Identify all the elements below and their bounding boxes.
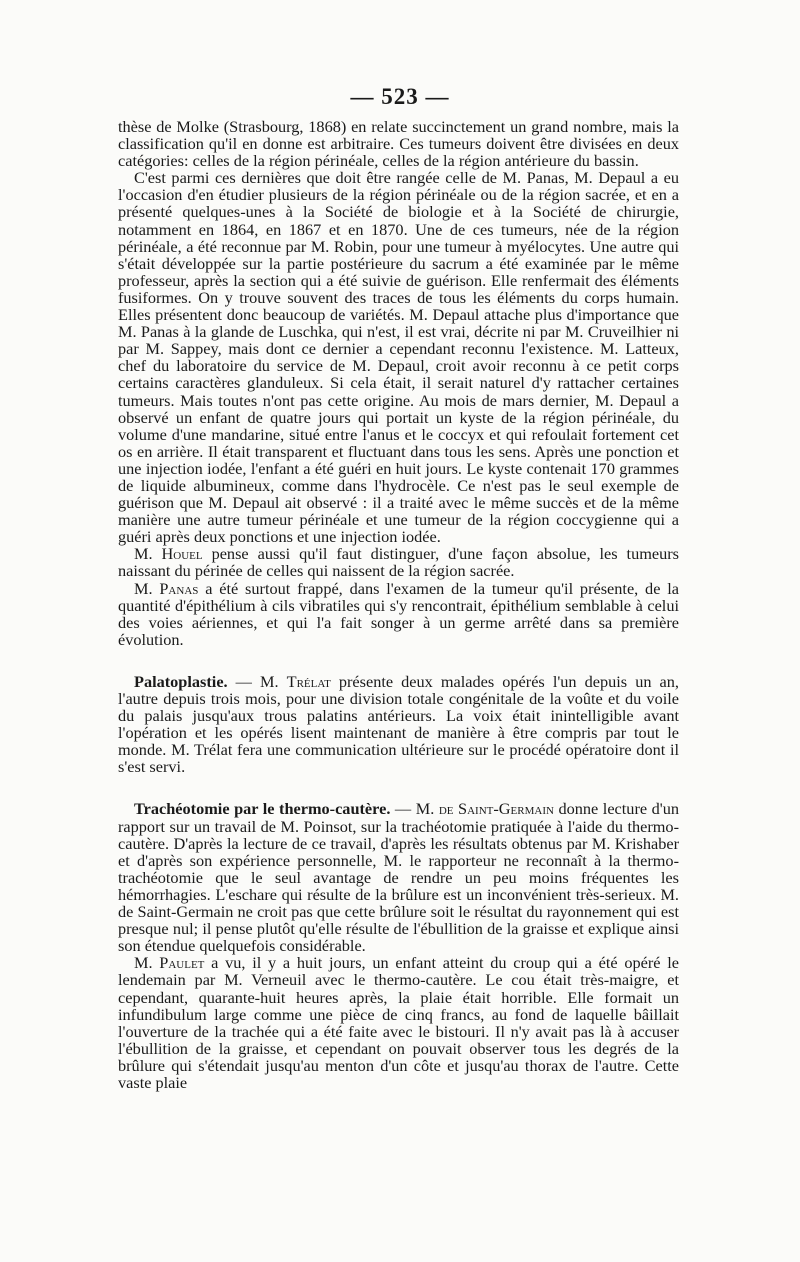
- paragraph-3-text: pense aussi qu'il faut distinguer, d'une façon absolue, les tumeurs naissant du périnée de celles qui naissent de la région sacrée.: [118, 544, 679, 581]
- section-1-lead: — M.: [227, 671, 287, 691]
- paragraph-3: [118, 545, 679, 579]
- section-2-followup-lead: M.: [134, 953, 160, 973]
- paragraph-1: thèse de Molke (Strasbourg, 1868) en relate succinctement un grand nombre, mais la classification qu'il en donne est arbitraire. Ces tumeurs doivent être divisées en deux catégories: celles de la région périnéale, celles de la région antérieure du bassin.: [118, 117, 679, 171]
- section-title-tracheotomie: Trachéotomie par le thermo-cautère.: [134, 799, 391, 819]
- section-2-paragraph: [118, 800, 679, 954]
- speaker-name-saint-germain: de Saint-Germain: [438, 799, 554, 819]
- speaker-name-houel: Houel: [161, 544, 203, 564]
- paragraph-4: [118, 580, 679, 648]
- page-number: — 523 —: [350, 84, 450, 109]
- paragraph-3-lead: M.: [134, 544, 162, 564]
- speaker-name-panas: Panas: [159, 578, 199, 598]
- speaker-name-paulet: Paulet: [159, 953, 205, 973]
- speaker-name-trelat: Trélat: [286, 671, 331, 691]
- section-palatoplastie: [118, 673, 679, 776]
- section-2-text: donne lecture d'un rapport sur un travail de M. Poinsot, sur la trachéotomie pratiquée à l'aide du thermo-cautère. D'après la lecture de ce travail, d'après les résultats obtenus par M. Krishaber et d'après son expérience personnelle, M. le rapporteur ne reconnaît à la thermo-trachéotomie que le seul avantage de rendre un peu moins fréquentes les hémorrhagies. L'eschare qui résulte de la brûlure est un inconvénient très-serieux. M. de Saint-Germain ne croit pas que cette brûlure soit le résultat du rayonnement qui est presque nul; il pense plutôt qu'elle résulte de l'ébullition de la graisse et explique ainsi son étendue quelquefois considérable.: [118, 799, 679, 956]
- section-1-paragraph: [118, 673, 679, 776]
- section-tracheotomie: [118, 800, 679, 1091]
- section-1-text: présente deux malades opérés l'un depuis un an, l'autre depuis trois mois, pour une division totale congénitale de la voûte et du voile du palais jusqu'aux trous palatins antérieurs. La voix était inintelligible avant l'opération et les opérés lisent maintenant de manière à être compris par tout le monde. M. Trélat fera une communication ultérieure sur le procédé opératoire dont il s'est servi.: [118, 671, 679, 777]
- section-2-lead: — M.: [390, 799, 439, 819]
- paragraph-4-text: a été surtout frappé, dans l'examen de la tumeur qu'il présente, de la quantité d'épithélium à cils vibratiles qui s'y rencontrait, épithélium semblable à celui des voies aériennes, et qui l'a fait songer à un germe arrêté dans sa première évolution.: [118, 578, 679, 649]
- section-2-followup: [118, 954, 679, 1091]
- paragraph-4-lead: M.: [134, 578, 160, 598]
- section-2-followup-text: a vu, il y a huit jours, un enfant atteint du croup qui a été opéré le lendemain par M. Verneuil avec le thermo-cautère. Le cou était très-maigre, et cependant, quarante-huit heures après, la plaie était horrible. Elle formait un infundibulum large comme une pièce de cinq francs, au fond de laquelle bâillait l'ouverture de la trachée qui a été faite avec le bistouri. Il n'y avait pas là à accuser l'ébullition de la graisse, et cependant on pouvait observer tous les degrés de la brûlure qui s'étendait jusqu'au menton d'un côte et jusqu'au thorax de l'autre. Cette vaste plaie: [118, 953, 679, 1092]
- paragraph-2: C'est parmi ces dernières que doit être rangée celle de M. Panas, M. Depaul a eu l'occasion d'en étudier plusieurs de la région périnéale ou de la région sacrée, et en a présenté quelques-unes à la Société de biologie et à la Société de chirurgie, notamment en 1864, en 1867 et en 1870. Une de ces tumeurs, née de la région périnéale, a été reconnue par M. Robin, pour une tumeur à myélocytes. Une autre qui s'était développée sur la partie postérieure du sacrum a été examinée par le même professeur, après la section qui a été suivie de guérison. Elle renfermait des éléments fusiformes. On y trouve souvent des traces de tous les éléments du corps humain. Elles présentent donc beaucoup de variétés. M. Depaul attache plus d'importance que M. Panas à la glande de Luschka, qui n'est, il est vrai, décrite ni par M. Cruveilhier ni par M. Sappey, mais dont ce dernier a cependant reconnu l'existence. M. Latteux, chef du laboratoire du service de M. Depaul, croit avoir reconnu à ce petit corps certains caractères glanduleux. Si cela était, il serait naturel d'y rattacher certaines tumeurs. Mais toutes n'ont pas cette origine. Au mois de mars dernier, M. Depaul a observé un enfant de quatre jours qui portait un kyste de la région périnéale, du volume d'une mandarine, situé entre l'anus et le coccyx et qui refoulait fortement cet os en arrière. Il était transparent et fluctuant dans tous les sens. Après une ponction et une injection iodée, l'enfant a été guéri en huit jours. Le kyste contenait 170 grammes de liquide albumineux, comme dans l'hydrocèle. Ce n'est pas le seul exemple de guérison que M. Depaul ait observé : il a traité avec le même succès et de la même manière une autre tumeur périnéale et une tumeur de la région coccygienne qui a guéri après deux ponctions et une injection iodée.: [118, 168, 679, 547]
- body-text: [118, 118, 679, 1091]
- section-title-palatoplastie: Palatoplastie.: [134, 671, 228, 691]
